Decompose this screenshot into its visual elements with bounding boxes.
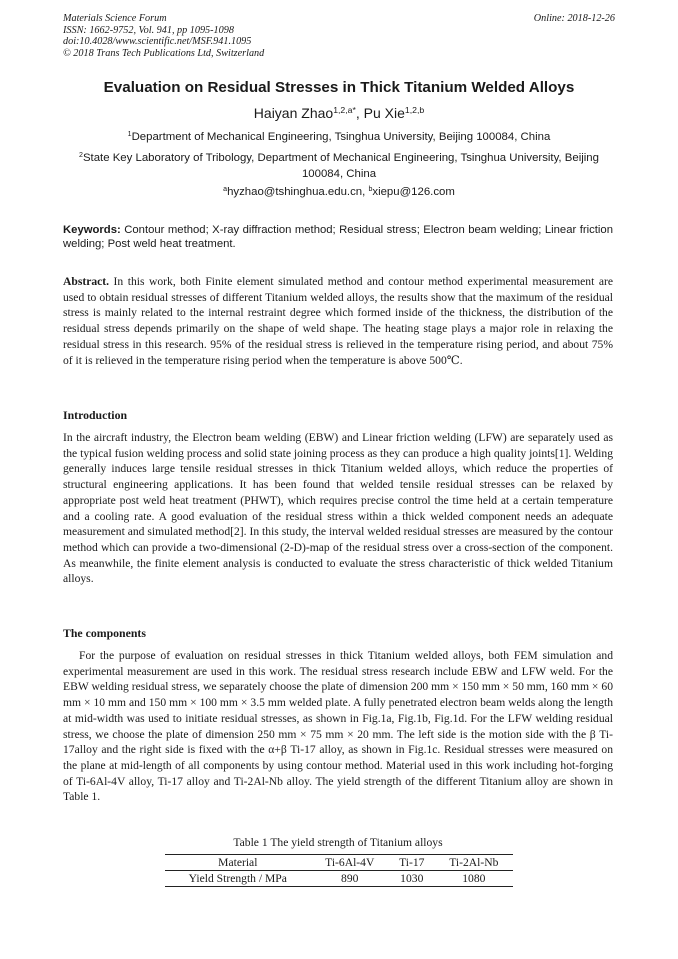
author-2-name: Pu Xie <box>363 105 405 121</box>
issn-line: ISSN: 1662-9752, Vol. 941, pp 1095-1098 <box>63 24 234 36</box>
table-cell: Yield Strength / MPa <box>165 871 311 887</box>
keywords-text: Contour method; X-ray diffraction method; Residual stress; Electron beam welding; Linear friction welding; Post weld heat treatment. <box>63 224 613 251</box>
yield-strength-table <box>165 854 513 887</box>
affiliation-2-sup: 2 <box>79 152 83 160</box>
author-2-sup: 1,2,b <box>404 105 425 116</box>
affiliation-2-text: State Key Laboratory of Tribology, Department of Mechanical Engineering, Tsinghua University, Beijing 100084, China <box>82 152 599 180</box>
author-1-name: Haiyan Zhao <box>253 105 334 121</box>
keywords-block <box>63 223 613 251</box>
components-heading: The components <box>63 626 146 640</box>
email-b[interactable]: xiepu@126.com <box>372 186 455 198</box>
affiliation-1-sup: 1 <box>127 131 132 139</box>
email-b-sup: b <box>368 186 373 194</box>
keywords-label: Keywords: <box>63 224 121 236</box>
abstract-label: Abstract. <box>63 275 110 288</box>
table-row <box>165 871 513 887</box>
components-text: For the purpose of evaluation on residual stresses in thick Titanium welded alloys, both FEM simulation and experimental measurement are used in this work. The residual stress research include EBW and LFW weld. For the EBW welding residual stress, we separately choose the plate of dimension 200 mm × 150 mm × 50 mm, 160 mm × 60 mm × 10 mm and 150 mm × 100 mm × 3.5 mm welded plate. A fully penetrated electron beam welds along the length at mid-width was used to initiate residual stresses, as shown in Fig.1a, Fig.1b, Fig.1d. For the LFW welding residual stress, we choose the plate of dimension 250 mm × 75 mm × 20 mm. The left side is the motion side with the β Ti-17alloy and the right side is fixed with the α+β Ti-17 alloy, as shown in Fig.1c. Residual stresses were measured on the plane at mid-length of all components by using contour method. Material used in this work including hot-forging of Ti-6Al-4V alloy, Ti-17 alloy and Ti-2Al-Nb alloy. The yield strength of the different Titanium alloy are shown in Table 1. <box>63 649 613 804</box>
table-caption: Table 1 The yield strength of Titanium alloys <box>233 836 443 849</box>
paper-title: Evaluation on Residual Stresses in Thick Titanium Welded Alloys <box>103 79 575 96</box>
online-date: Online: 2018-12-26 <box>533 13 615 24</box>
journal-header <box>63 13 264 59</box>
author-line <box>40 105 638 121</box>
affiliation-1 <box>66 130 612 146</box>
table-cell: 1030 <box>389 871 435 887</box>
journal-name: Materials Science Forum <box>63 13 167 24</box>
table-header-cell: Ti-2Al-Nb <box>435 855 513 871</box>
email-a-sup: a <box>223 186 228 194</box>
affiliation-1-text: Department of Mechanical Engineering, Tsinghua University, Beijing 100084, China <box>131 131 551 143</box>
email-line <box>66 185 612 201</box>
doi-line: doi:10.4028/www.scientific.net/MSF.941.1095 <box>63 36 252 48</box>
table-header-cell: Ti-6Al-4V <box>311 855 389 871</box>
introduction-text: In the aircraft industry, the Electron beam welding (EBW) and Linear friction welding (LFW) are separately used as the typical fusion welding process and solid state joining process as they can produce a high quality joints[1]. Welding generally induces large tensile residual stresses in thick Titanium welded alloys, which reduce the properties of structural engineering applications. It has been found that welded tensile residual stresses can be relaxed by appropriate post weld heat treatment (PHWT), which requires precise control the time held at a certain temperature and a cooling rate. A good evaluation of the residual stress within a thick welded component needs an adequate measurement and simulated method[2]. In this study, the interval welded residual stresses are measured by the contour method which can provide a two-dimensional (2-D)-map of the residual stress over a cross-section of the component. As meanwhile, the finite element analysis is conducted to evaluate the stress characteristic of thick welded Titanium alloys. <box>63 431 613 586</box>
copyright-line: © 2018 Trans Tech Publications Ltd, Switzerland <box>63 47 265 59</box>
table-header-row <box>165 855 513 871</box>
table-header-cell: Ti-17 <box>389 855 435 871</box>
abstract-block <box>63 274 613 368</box>
table-header-cell: Material <box>165 855 311 871</box>
author-separator: , <box>355 105 364 121</box>
table-cell: 890 <box>311 871 389 887</box>
table-cell: 1080 <box>435 871 513 887</box>
affiliation-2 <box>66 151 612 182</box>
abstract-text: In this work, both Finite element simulated method and contour method experimental measurement are used to obtain residual stresses of different Titanium welded alloys, the results show that the maximum of the residual stress is mainly related to the internal restraint degree which formed inside of the thickness, the distribution of the residual stress depends primarily on the shape of weld shape. The heating stage plays a major role in relaxing the residual stress in this research. 95% of the residual stress is relieved in the temperature rising period, and about 75% of it is relieved in the temperature rising period when the temperature is above 500℃. <box>63 275 613 367</box>
introduction-heading: Introduction <box>63 408 128 422</box>
email-a[interactable]: hyzhao@tshinghua.edu.cn, <box>227 186 369 198</box>
author-1-sup: 1,2,a* <box>333 105 356 116</box>
